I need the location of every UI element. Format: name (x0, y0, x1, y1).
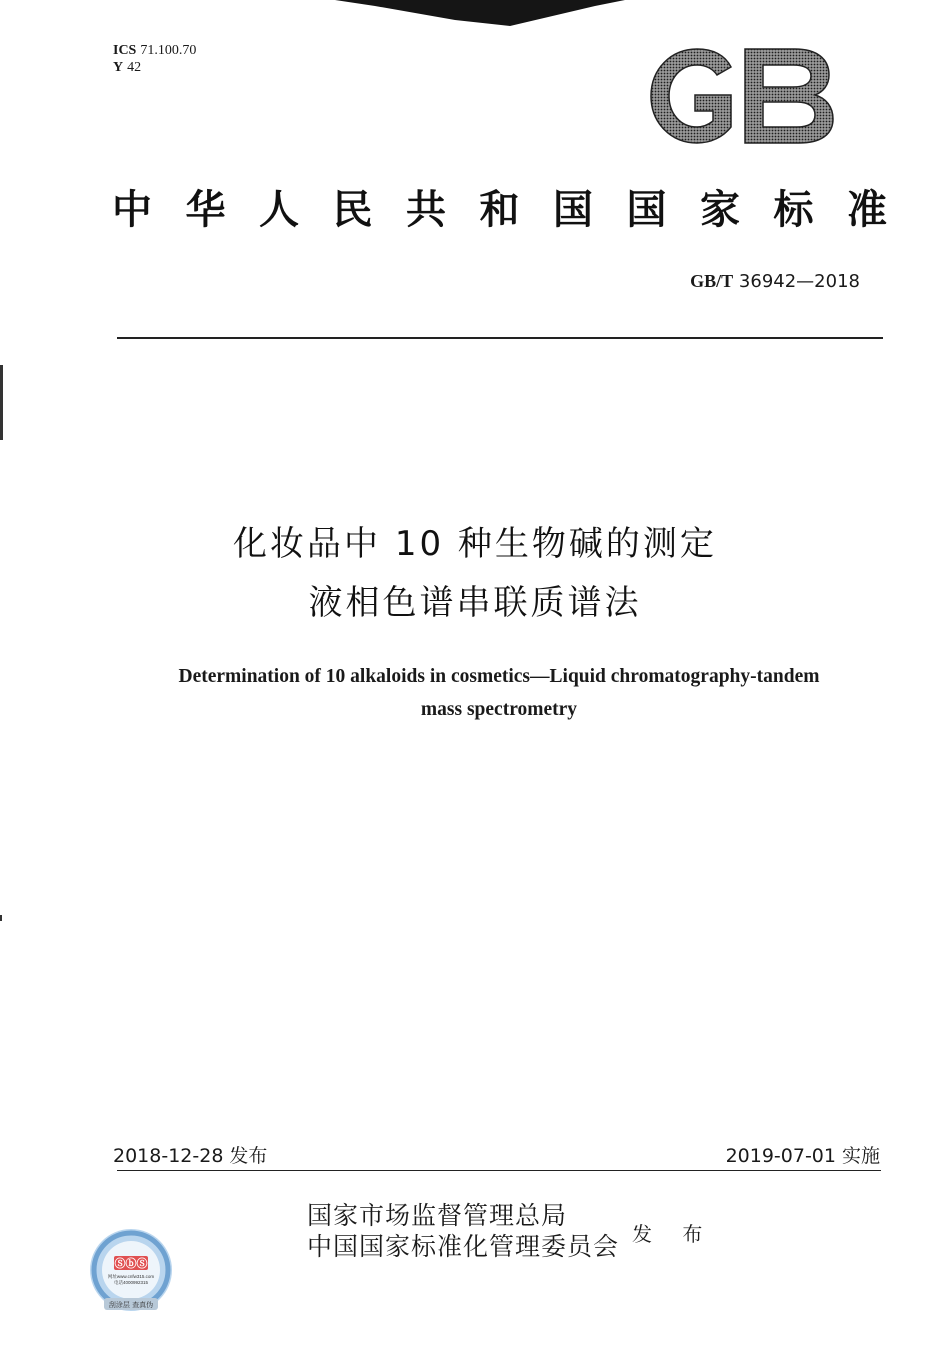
standard-code: 36942—2018 (738, 271, 860, 292)
chinese-title-line-2: 液相色谱串联质谱法 (308, 583, 642, 623)
national-standard-heading: 中华人民共和国国家标准 (112, 186, 887, 233)
anti-counterfeit-sticker (84, 1228, 179, 1316)
chinese-title-line-1: 化妆品中 10 种生物碱的测定 (233, 524, 717, 564)
header-divider (117, 337, 883, 339)
publish-label: 发 布 (632, 1222, 715, 1246)
english-title-line-1: Determination of 10 alkaloids in cosmetics—Liquid chromatography-tandem (178, 666, 820, 687)
issue-label: 发布 (229, 1145, 268, 1167)
sticker-site: 网址www.cnfw315.com (107, 1274, 155, 1279)
issuing-organizations (307, 1200, 619, 1262)
footer-divider (117, 1170, 881, 1171)
implementation-label: 实施 (841, 1145, 880, 1167)
scan-mark-left-lower (0, 915, 2, 921)
issuer-sac: 中国国家标准化管理委员会 (307, 1232, 620, 1261)
english-title-line-2: mass spectrometry (420, 699, 578, 720)
standard-prefix: GB/T (690, 271, 734, 291)
classification-codes (113, 42, 196, 76)
ics-code: ICS 71.100.70 (113, 43, 197, 58)
scan-mark-left (0, 365, 3, 440)
ccs-code: Y 42 (113, 60, 142, 75)
gb-logo (645, 45, 837, 147)
svg-text:ⓈⓑⓈ: ⓈⓑⓈ (114, 1258, 148, 1270)
scan-shadow-top (335, 0, 625, 28)
issue-date (113, 1141, 267, 1168)
implementation-date-value: 2019-07-01 (725, 1145, 836, 1167)
issue-date-value: 2018-12-28 (113, 1145, 224, 1167)
standard-number (690, 271, 860, 292)
issuer-samr: 国家市场监督管理总局 (307, 1201, 568, 1230)
implementation-date (726, 1141, 880, 1168)
sticker-phone: 电话4000992315 (113, 1280, 149, 1285)
sticker-note: 刮涂层 查真伪 (108, 1301, 154, 1309)
